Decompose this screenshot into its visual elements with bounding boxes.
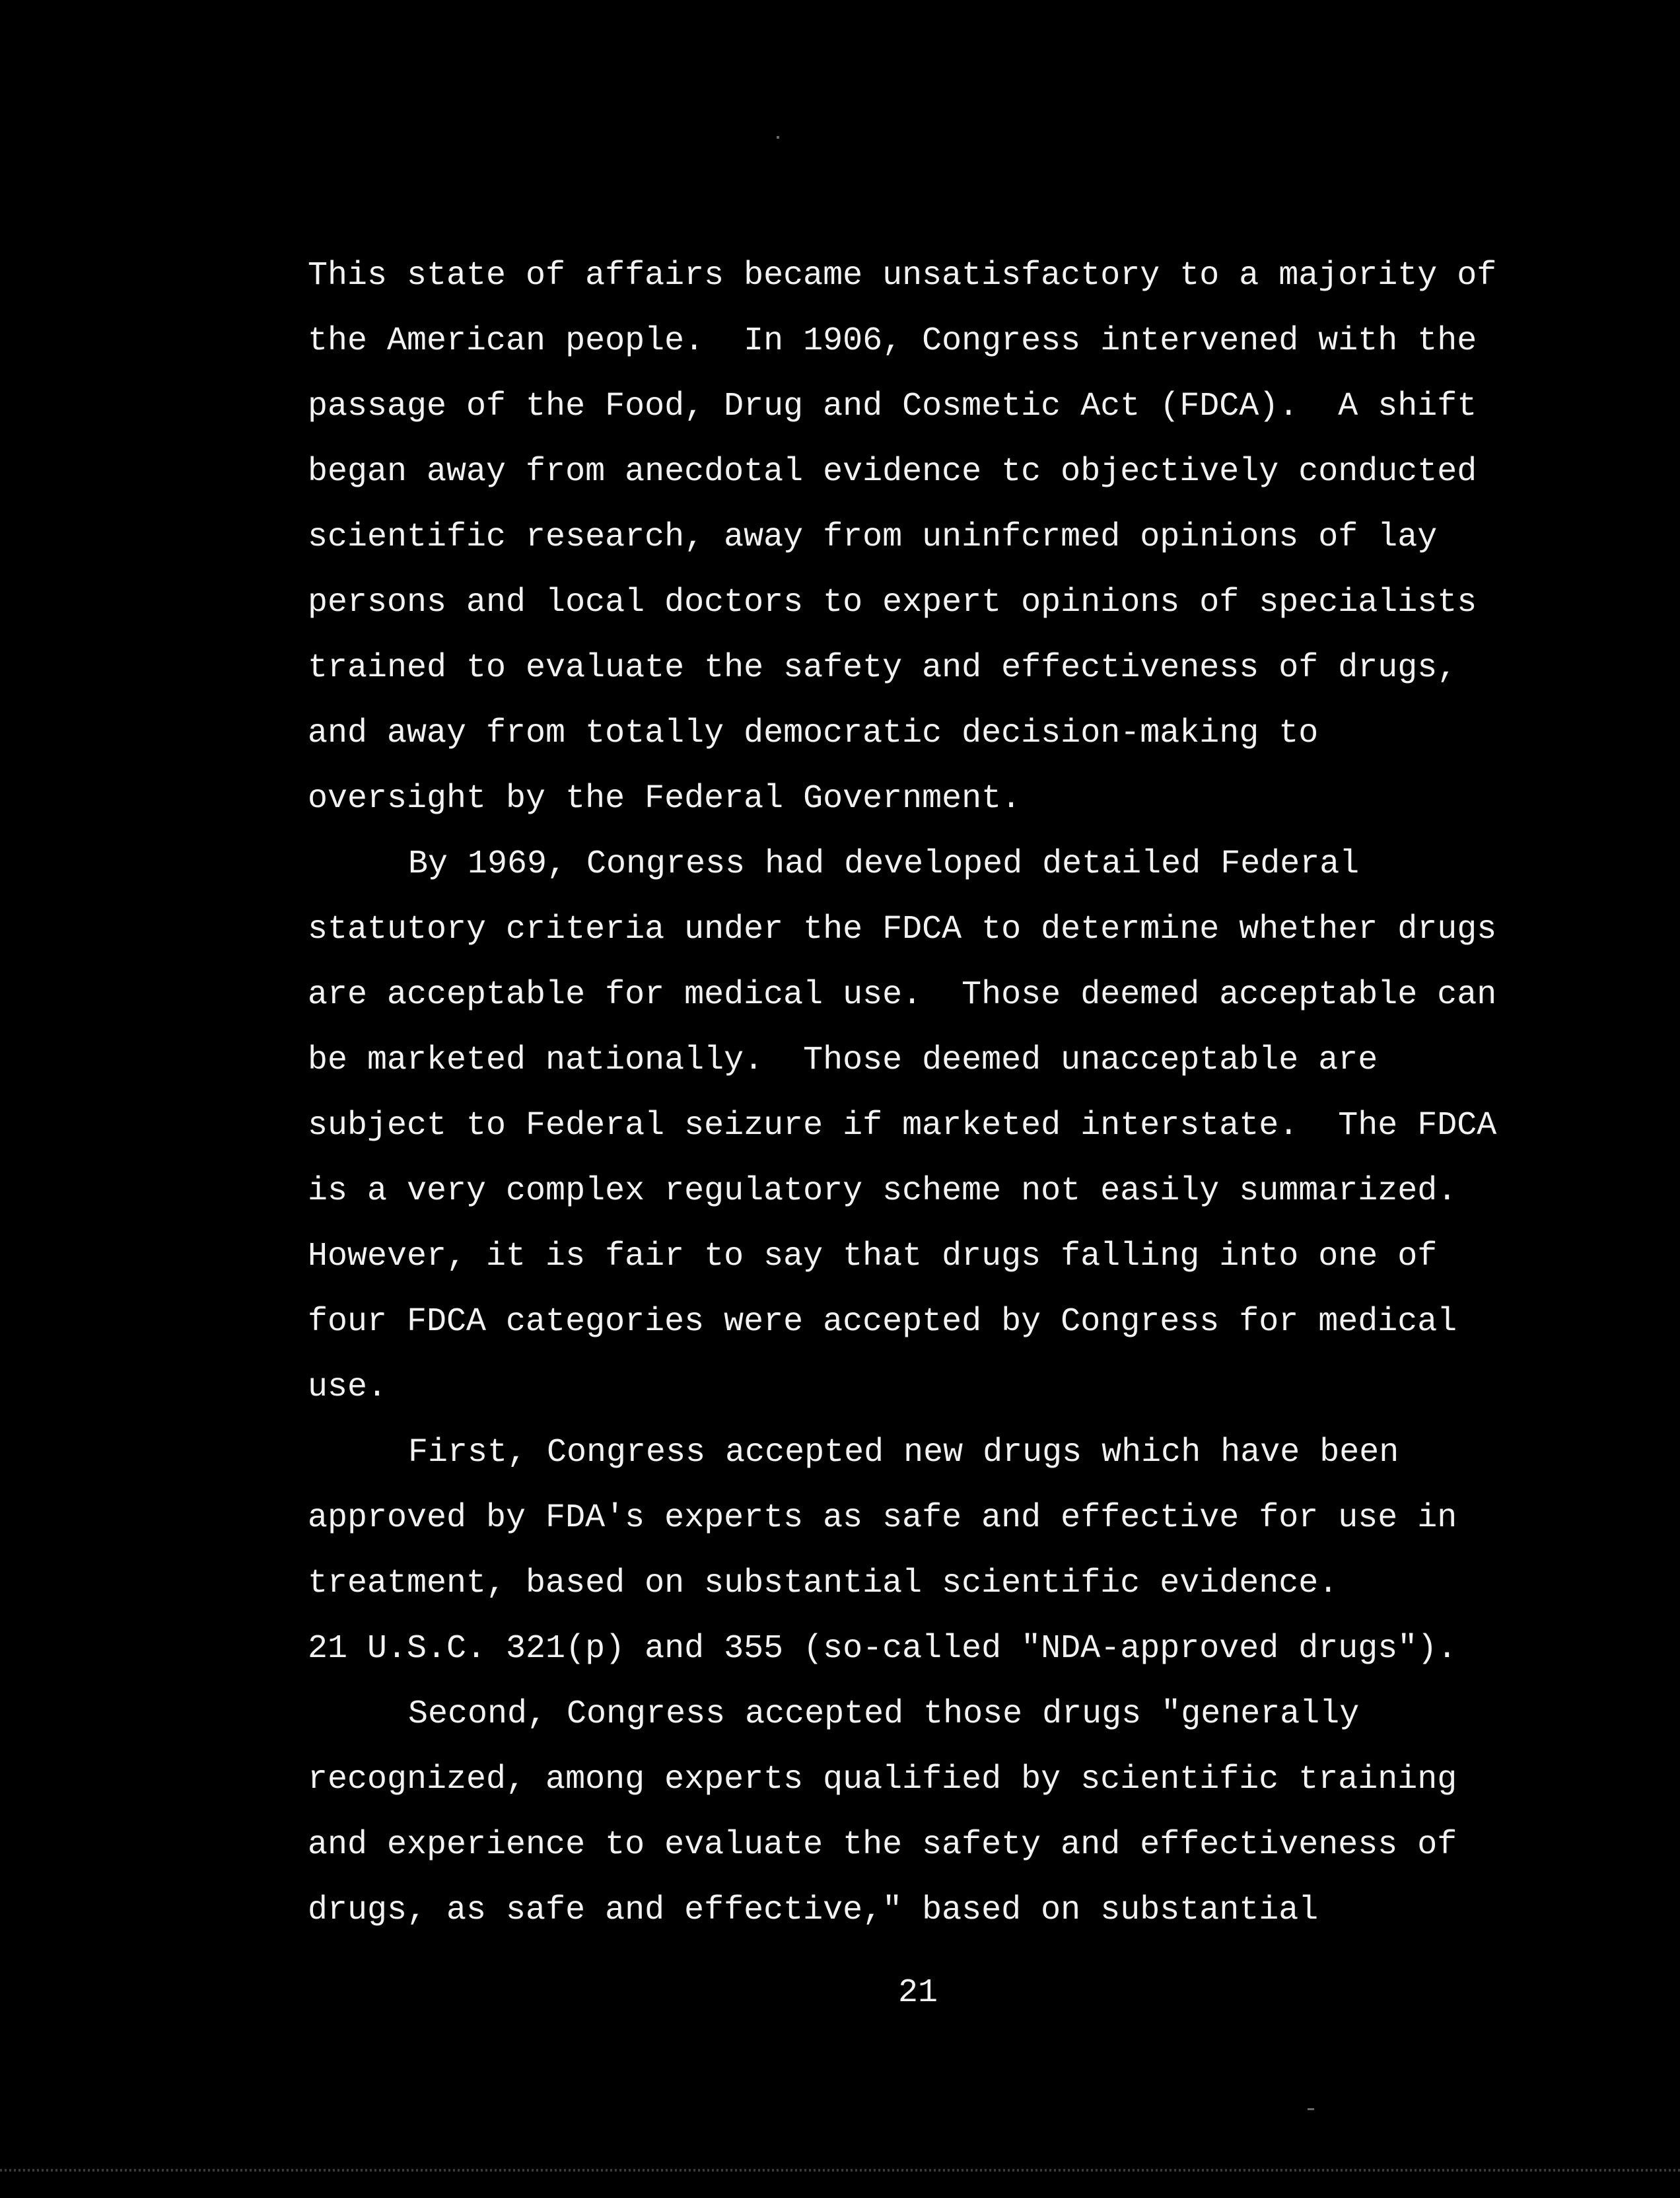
text-line: approved by FDA's experts as safe and effective for use in	[308, 1499, 1457, 1537]
body-text	[308, 243, 1562, 1943]
scan-speck	[777, 136, 779, 139]
text-line: oversight by the Federal Government.	[308, 780, 1022, 818]
text-line: First, Congress accepted new drugs which have been	[408, 1434, 1399, 1471]
text-line: and experience to evaluate the safety and effectiveness of	[308, 1826, 1457, 1864]
text-line: is a very complex regulatory scheme not easily summarized.	[308, 1172, 1457, 1210]
text-line: the American people. In 1906, Congress intervened with the	[308, 322, 1477, 360]
text-line: be marketed nationally. Those deemed unacceptable are	[308, 1042, 1378, 1079]
text-line: statutory criteria under the FDCA to determine whether drugs	[308, 911, 1497, 948]
text-line: four FDCA categories were accepted by Congress for medical	[308, 1303, 1457, 1341]
text-line: 21 U.S.C. 321(p) and 355 (so-called "NDA-approved drugs").	[308, 1630, 1457, 1668]
text-line: drugs, as safe and effective," based on substantial	[308, 1892, 1319, 1929]
text-line: subject to Federal seizure if marketed interstate. The FDCA	[308, 1107, 1497, 1145]
text-line: began away from anecdotal evidence tc objectively conducted	[308, 453, 1477, 491]
text-line: Second, Congress accepted those drugs "generally	[408, 1695, 1360, 1733]
text-line: recognized, among experts qualified by scientific training	[308, 1761, 1457, 1798]
scan-bottom-edge	[0, 2169, 1680, 2172]
text-line: However, it is fair to say that drugs falling into one of	[308, 1238, 1438, 1275]
text-line: trained to evaluate the safety and effectiveness of drugs,	[308, 649, 1457, 687]
text-line: and away from totally democratic decision-making to	[308, 715, 1319, 752]
text-line: scientific research, away from uninfcrmed opinions of lay	[308, 518, 1438, 556]
text-line: This state of affairs became unsatisfactory to a majority of	[308, 257, 1497, 295]
text-line: persons and local doctors to expert opinions of specialists	[308, 584, 1477, 621]
scan-speck	[1308, 2108, 1314, 2110]
text-line: use.	[308, 1368, 388, 1406]
text-line: treatment, based on substantial scientific evidence.	[308, 1565, 1339, 1602]
page-number: 21	[898, 1974, 938, 2012]
text-line: passage of the Food, Drug and Cosmetic Act (FDCA). A shift	[308, 388, 1477, 425]
text-line: are acceptable for medical use. Those deemed acceptable can	[308, 976, 1497, 1014]
text-line: By 1969, Congress had developed detailed Federal	[408, 845, 1360, 883]
